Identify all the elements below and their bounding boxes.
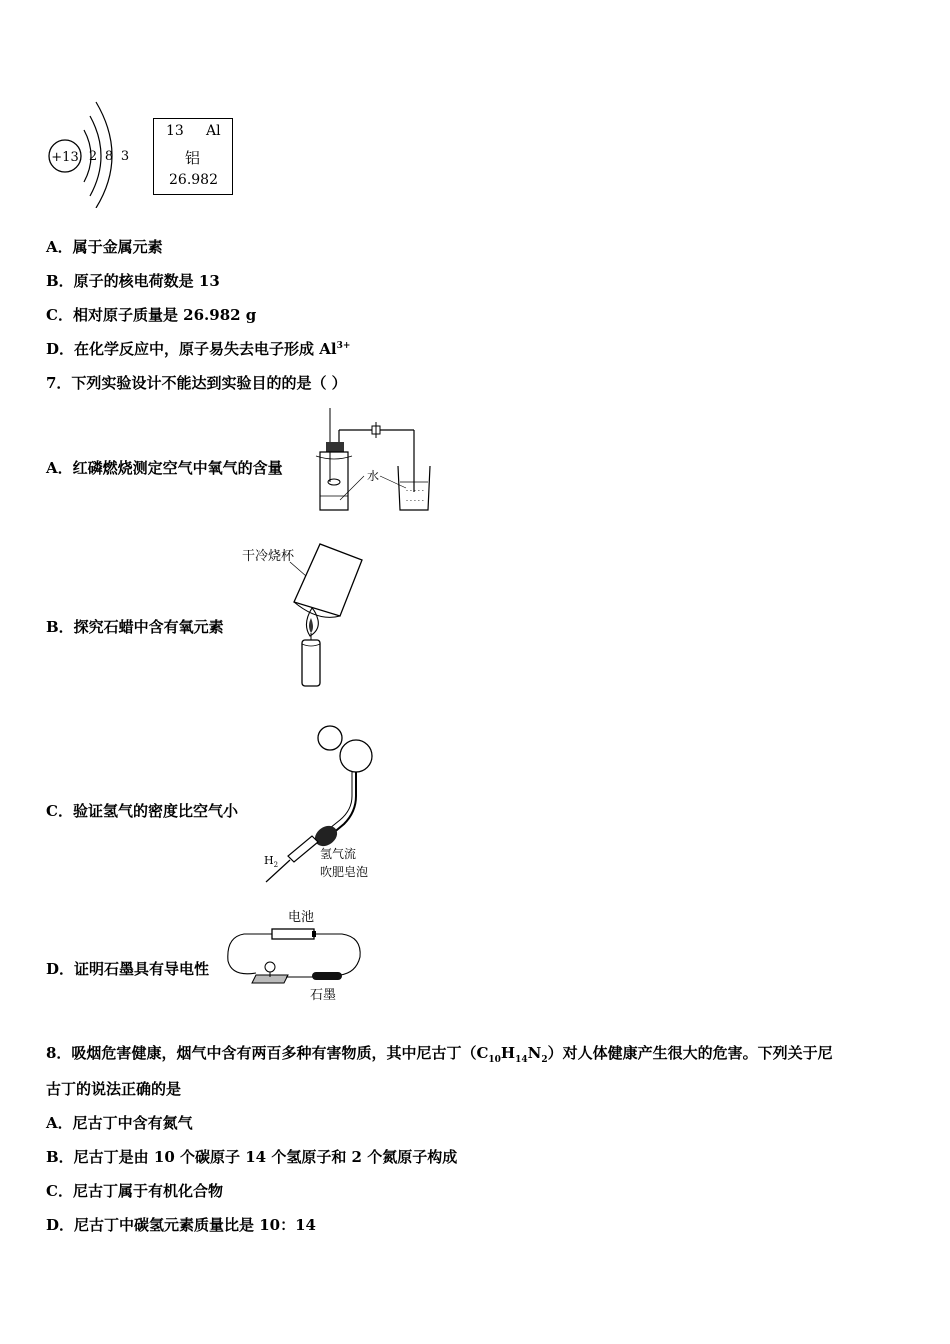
h2-label: $H_2$ (264, 854, 279, 869)
q7-stem: 7．下列实验设计不能达到实验目的的是（ ） (46, 374, 347, 392)
q6-option-b: B．原子的核电荷数是 13 (46, 272, 220, 290)
element-name: 铝 (185, 149, 201, 167)
q8-option-b: B．尼古丁是由 10 个碳原子 14 个氢原子和 2 个氮原子构成 (46, 1148, 458, 1166)
red-phosphorus-apparatus-figure (310, 406, 445, 516)
graphite-circuit-figure (224, 905, 369, 1005)
shell-1-electrons: 2 (88, 149, 98, 164)
hydrogen-flow-label: 氢气流 (320, 847, 357, 861)
q8-stem-line2: 古丁的说法正确的是 (46, 1080, 182, 1098)
q8-stem-line1: 8．吸烟危害健康，烟气中含有两百多种有害物质，其中尼古丁$(C_{10}H_{14}N_2)$对人体健康产生很大的危害。下列关于尼 (46, 1044, 833, 1065)
dry-cold-beaker-label: 干冷烧杯 (242, 549, 295, 564)
graphite-label: 石墨 (310, 988, 337, 1003)
element-card (153, 118, 233, 195)
hydrogen-soap-bubble-figure (260, 720, 390, 885)
svg-text:- - - - -: - - - - - (406, 497, 424, 504)
shell-2-electrons: 8 (104, 149, 114, 164)
blow-soap-bubble-label: 吹肥皂泡 (320, 865, 369, 879)
water-label: 水 (367, 469, 380, 483)
atomic-number: 13 (166, 123, 184, 139)
q8-option-c: C．尼古丁属于有机化合物 (46, 1182, 223, 1200)
q7-option-c: C．验证氢气的密度比空气小 (46, 802, 238, 820)
nucleus-charge: +13 (51, 150, 79, 165)
q7-option-a: A．红磷燃烧测定空气中氧气的含量 (46, 459, 283, 477)
aluminum-atom-structure-diagram (44, 96, 144, 208)
shell-3-electrons: 3 (120, 149, 130, 164)
q8-option-d: D．尼古丁中碳氢元素质量比是 10：14 (46, 1216, 316, 1234)
q8-option-a: A．尼古丁中含有氮气 (46, 1114, 193, 1132)
q6-option-d-text: D．在化学反应中，原子易失去电子形成 Al (46, 340, 337, 358)
al-ion-charge: 3+ (336, 341, 351, 351)
battery-label: 电池 (288, 910, 315, 925)
atomic-mass: 26.982 (169, 172, 218, 188)
q7-option-b: B．探究石蜡中含有氧元素 (46, 618, 224, 636)
q7-option-d: D．证明石墨具有导电性 (46, 960, 210, 978)
q6-option-d (46, 338, 350, 359)
q6-option-a: A．属于金属元素 (46, 238, 163, 256)
candle-beaker-figure (240, 540, 370, 690)
element-symbol: Al (206, 123, 221, 139)
q6-option-c: C．相对原子质量是 26.982 g (46, 306, 257, 324)
svg-text:- - - - -: - - - - - (406, 487, 424, 494)
